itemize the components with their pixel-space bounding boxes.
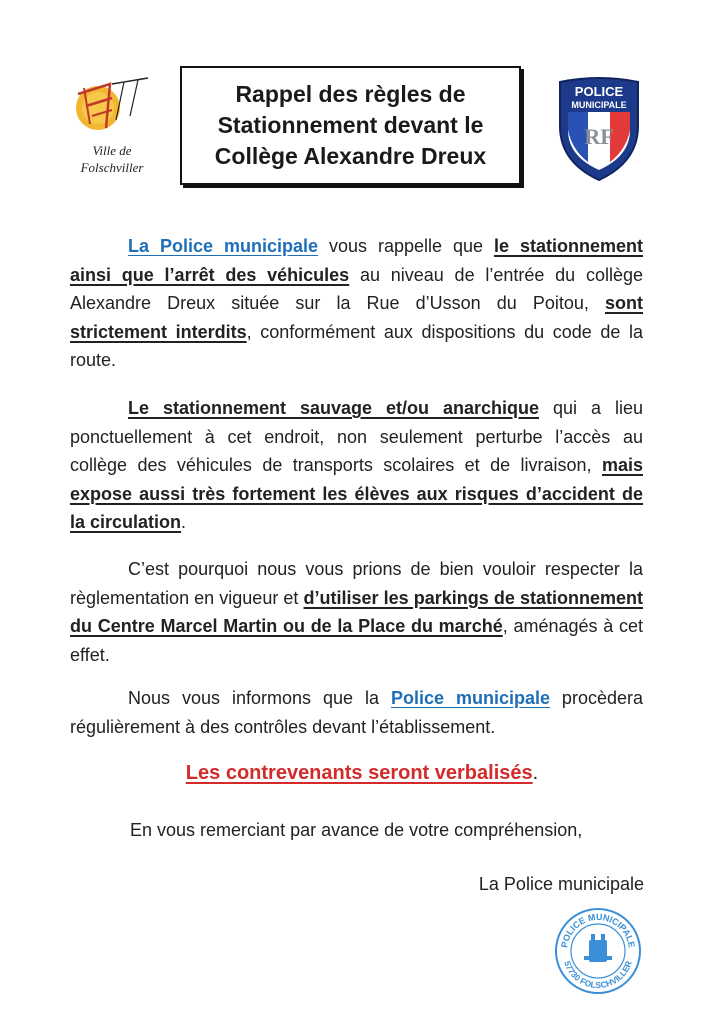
police-municipale-highlight-2: Police municipale: [390, 688, 550, 708]
p1-text-b: vous rappelle que: [318, 236, 494, 256]
p2-emphasis-2: mais expose aussi très fortement les élèves aux risques d’accident de la circulation: [70, 455, 643, 532]
p1-text-d: au niveau de l’entrée du collège Alexandre Dreux située sur la Rue d’Usson du Poitou,: [70, 264, 643, 313]
title-box: [180, 66, 521, 185]
badge-bottom-text: MUNICIPALE: [571, 100, 627, 110]
p1-emphasis-2: sont strictement interdits: [70, 293, 643, 342]
thanks-text: En vous remerciant par avance de votre compréhension,: [130, 820, 583, 840]
p1-text-f: , conformément aux dispositions du code de la route.: [70, 321, 643, 370]
paragraph-3: [70, 555, 643, 669]
p1-emphasis-1: le stationnement ainsi que l’arrêt des véhicules: [70, 236, 643, 285]
warning-period: .: [532, 762, 539, 784]
p3-text-a: C’est pourquoi nous vous prions de bien vouloir respecter la règlementation en vigueur et: [70, 559, 643, 608]
police-municipale-highlight: La Police municipale: [128, 236, 318, 256]
warning-text: Les contrevenants seront verbalisés: [185, 762, 533, 784]
title-line3: Collège Alexandre Dreux: [214, 143, 487, 169]
city-line1: Ville de: [92, 143, 132, 158]
police-badge-icon: [556, 76, 642, 182]
police-stamp-icon: [553, 906, 643, 996]
paragraph-1: [70, 232, 643, 375]
city-line2: Folschviller: [80, 160, 144, 175]
stamp-top-text: POLICE MUNICIPALE: [559, 911, 637, 949]
paragraph-4: [70, 684, 643, 741]
title-line2: Stationnement devant le: [217, 112, 484, 138]
warning-line: [0, 762, 724, 785]
p4-text-c: procèdera régulièrement à des contrôles devant l’établissement.: [70, 688, 643, 737]
p2-emphasis-1: Le stationnement sauvage et/ou anarchique: [128, 398, 540, 418]
title-line1: Rappel des règles de: [235, 81, 466, 107]
p3-emphasis: d’utiliser les parkings de stationnement du Centre Marcel Martin ou de la Place du marché: [70, 587, 643, 636]
p3-text-c: , aménagés à cet effet.: [70, 616, 643, 665]
p2-text-b: qui a lieu ponctuellement à cet endroit, non seulement perturbe l’accès au collège des véhicules de transports scolaires et de livraison,: [70, 398, 644, 475]
badge-top-text: POLICE: [574, 84, 624, 99]
badge-initials: RF: [584, 124, 614, 149]
paragraph-2: [70, 394, 643, 537]
city-emblem-icon: [72, 76, 152, 138]
page-title: [215, 79, 486, 172]
signature: La Police municipale: [478, 874, 644, 894]
p4-text-a: Nous vous informons que la: [128, 688, 391, 708]
stamp-emblem-icon: [584, 934, 612, 962]
stamp-bottom-text: 57730 FOLSCHVILLER: [562, 959, 634, 991]
p2-text-d: .: [181, 512, 187, 532]
city-logo: [62, 76, 162, 186]
city-name: [62, 142, 162, 176]
